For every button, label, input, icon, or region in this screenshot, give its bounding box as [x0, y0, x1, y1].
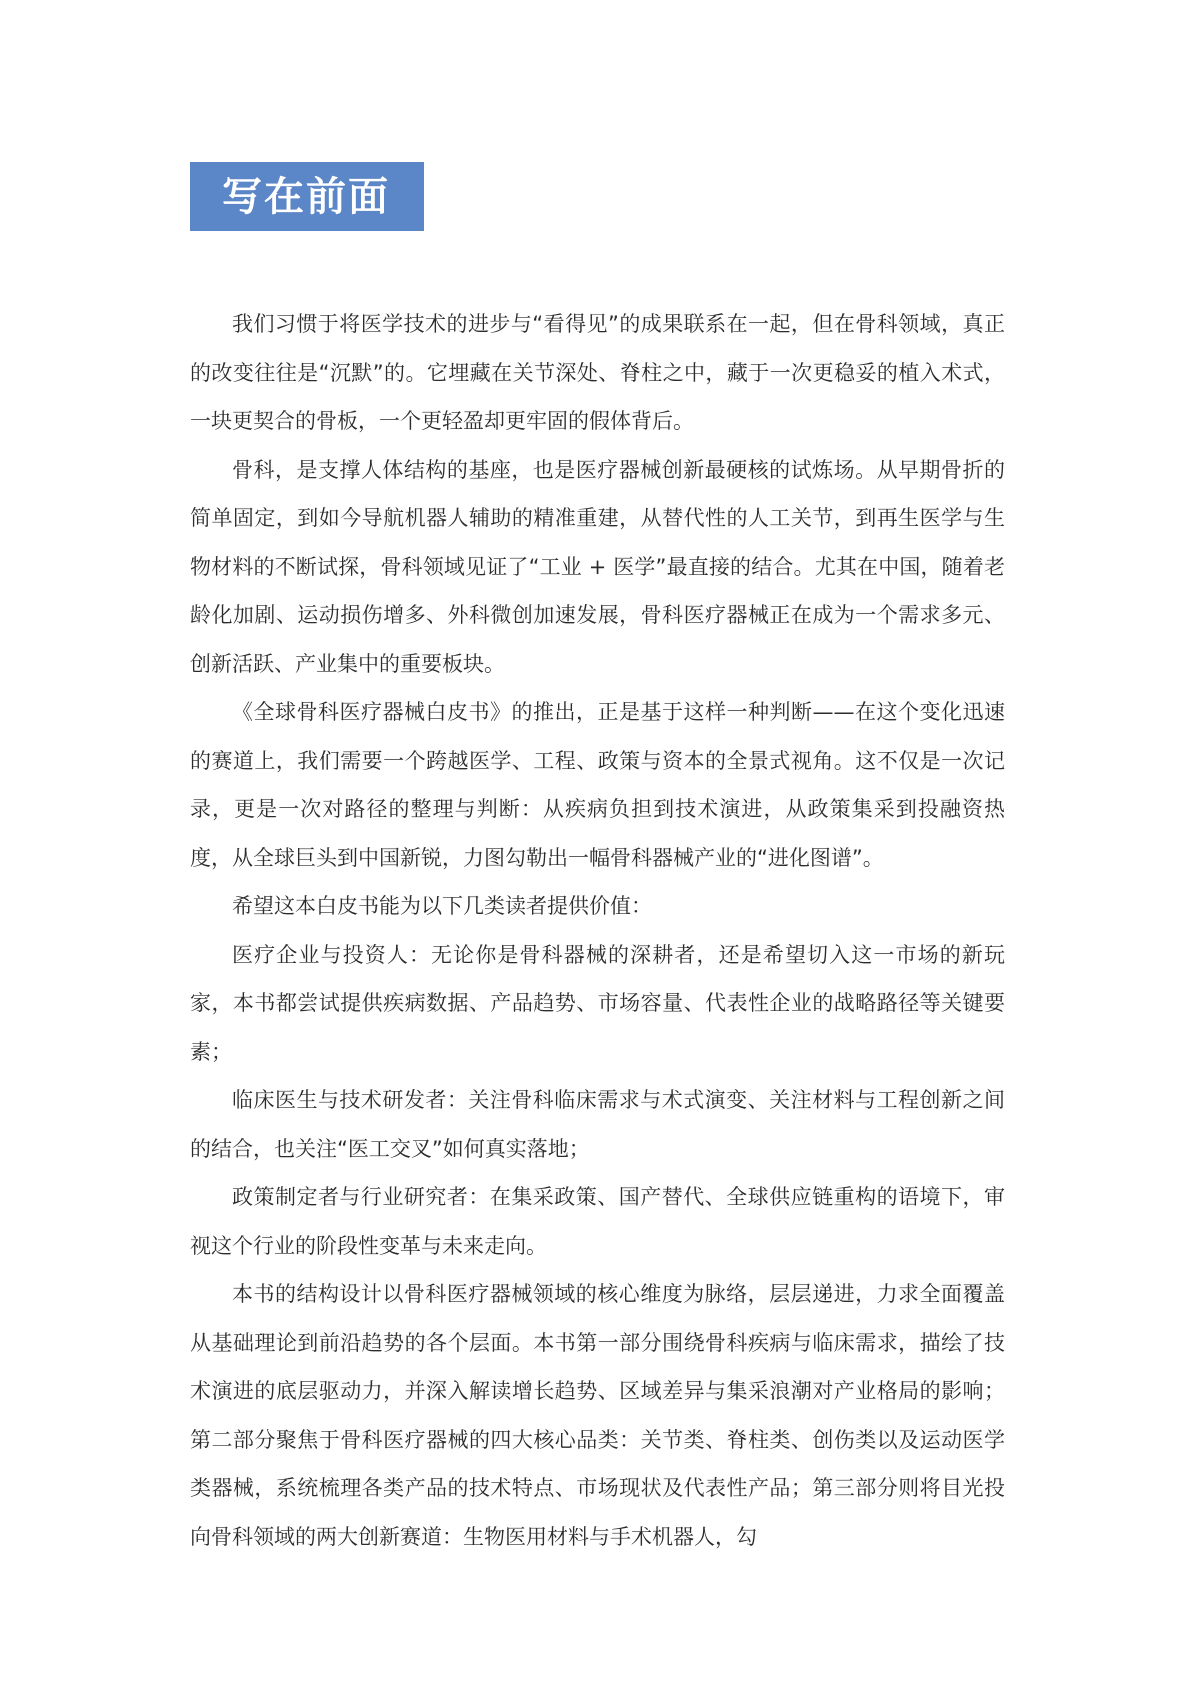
paragraph: 本书的结构设计以骨科医疗器械领域的核心维度为脉络，层层递进，力求全面覆盖从基础理论到前沿趋势的各个层面。本书第一部分围绕骨科疾病与临床需求，描绘了技术演进的底层驱动力，并深入解读增长趋势、区域差异与集采浪潮对产业格局的影响；第二部分聚焦于骨科医疗器械的四大核心品类：关节类、脊柱类、创伤类以及运动医学类器械，系统梳理各类产品的技术特点、市场现状及代表性产品；第三部分则将目光投向骨科领域的两大创新赛道：生物医用材料与手术机器人，勾: [190, 1282, 1005, 1549]
body-text: [190, 300, 1005, 1561]
paragraph: 希望这本白皮书能为以下几类读者提供价值：: [232, 894, 652, 918]
paragraph: 临床医生与技术研发者：关注骨科临床需求与术式演变、关注材料与工程创新之间的结合，也关注“医工交叉”如何真实落地；: [190, 1088, 1005, 1161]
paragraph: 医疗企业与投资人：无论你是骨科器械的深耕者，还是希望切入这一市场的新玩家，本书都尝试提供疾病数据、产品趋势、市场容量、代表性企业的战略路径等关键要素；: [190, 942, 1005, 1064]
paragraph: 骨科，是支撑人体结构的基座，也是医疗器械创新最硬核的试炼场。从早期骨折的简单固定，到如今导航机器人辅助的精准重建，从替代性的人工关节，到再生医学与生物材料的不断试探，骨科领域见证了“工业 + 医学”最直接的结合。尤其在中国，随着老龄化加剧、运动损伤增多、外科微创加速发展，骨科医疗器械正在成为一个需求多元、创新活跃、产业集中的重要板块。: [190, 457, 1005, 676]
paragraph: 《全球骨科医疗器械白皮书》的推出，正是基于这样一种判断——在这个变化迅速的赛道上，我们需要一个跨越医学、工程、政策与资本的全景式视角。这不仅是一次记录，更是一次对路径的整理与判断：从疾病负担到技术演进，从政策集采到投融资热度，从全球巨头到中国新锐，力图勾勒出一幅骨科器械产业的“进化图谱”。: [190, 700, 1005, 870]
section-title: 写在前面: [222, 173, 390, 220]
paragraph: 政策制定者与行业研究者：在集采政策、国产替代、全球供应链重构的语境下，审视这个行业的阶段性变革与未来走向。: [190, 1185, 1005, 1258]
section-heading-box: [190, 162, 424, 231]
paragraph: 我们习惯于将医学技术的进步与“看得见”的成果联系在一起，但在骨科领域，真正的改变往往是“沉默”的。它埋藏在关节深处、脊柱之中，藏于一次更稳妥的植入术式，一块更契合的骨板，一个更轻盈却更牢固的假体背后。: [190, 312, 1005, 433]
